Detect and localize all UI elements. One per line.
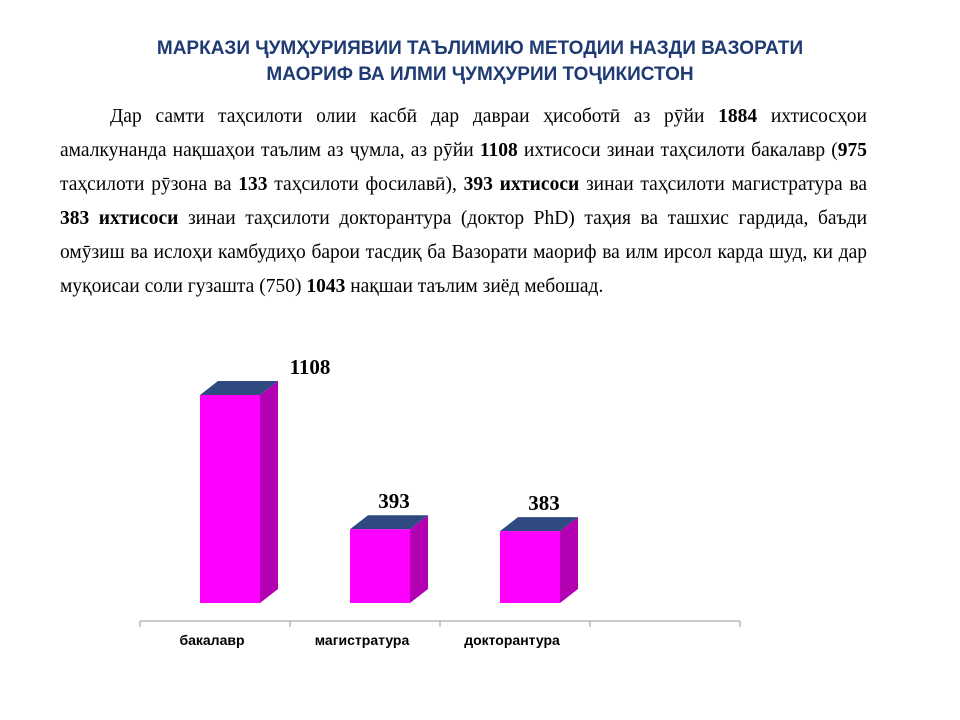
title-line-1: МАРКАЗИ ҶУМҲУРИЯВИИ ТАЪЛИМИЮ МЕТОДИИ НАЗДИ ВАЗОРАТИ [156,38,804,59]
data-label-магистратура: 393 [378,489,410,514]
para-bold-1884: 1884 [718,106,758,127]
para-text-1: Дар самти таҳсилоти олии касбӣ дар давраи ҳисоботӣ аз рӯйи [110,106,719,127]
para-text-5: таҳсилоти фосилавӣ), [267,174,464,195]
category-label-бакалавр: бакалавр [179,632,245,648]
para-text-4: таҳсилоти рӯзона ва [60,174,239,195]
para-text-6: зинаи таҳсилоти магистратура ва [579,174,867,195]
bar-side-магистратура [410,515,428,603]
bar-докторантура [500,531,560,603]
para-bold-975: 975 [837,140,867,161]
para-text-2: ихтисосҳои амалкунанда нақшаҳои таълим аз ҷумла, аз рӯйи [60,106,867,161]
para-text-7: зинаи таҳсилоти докторантура (доктор PhD) таҳия ва ташхис гардида, баъди омӯзиш ва ислоҳи камбудиҳо барои тасдиқ ба Вазорати маориф ва илм ирсол карда шуд, ки дар муқоисаи соли гузашта (750) [60,208,868,297]
bar-магистратура [350,529,410,603]
para-text-8: нақшаи таълим зиёд мебошад. [345,276,604,297]
para-text-3: ихтисоси зинаи таҳсилоти бакалавр ( [517,140,838,161]
category-label-магистратура: магистратура [314,632,410,648]
para-bold-383: 383 ихтисоси [60,208,179,229]
title-line-2: МАОРИФ ВА ИЛМИ ҶУМҲУРИИ ТОҶИКИСТОН [266,64,694,85]
para-bold-1108: 1108 [479,140,518,161]
data-label-бакалавр: 1108 [289,355,331,379]
para-bold-133: 133 [238,174,268,195]
para-bold-1043: 1043 [306,276,346,297]
category-label-докторантура: докторантура [464,632,560,648]
bar-side-бакалавр [260,381,278,603]
bar-side-докторантура [560,517,578,603]
para-bold-393: 393 ихтисоси [463,174,580,195]
bar-бакалавр [200,395,260,603]
data-label-докторантура: 383 [528,491,560,516]
